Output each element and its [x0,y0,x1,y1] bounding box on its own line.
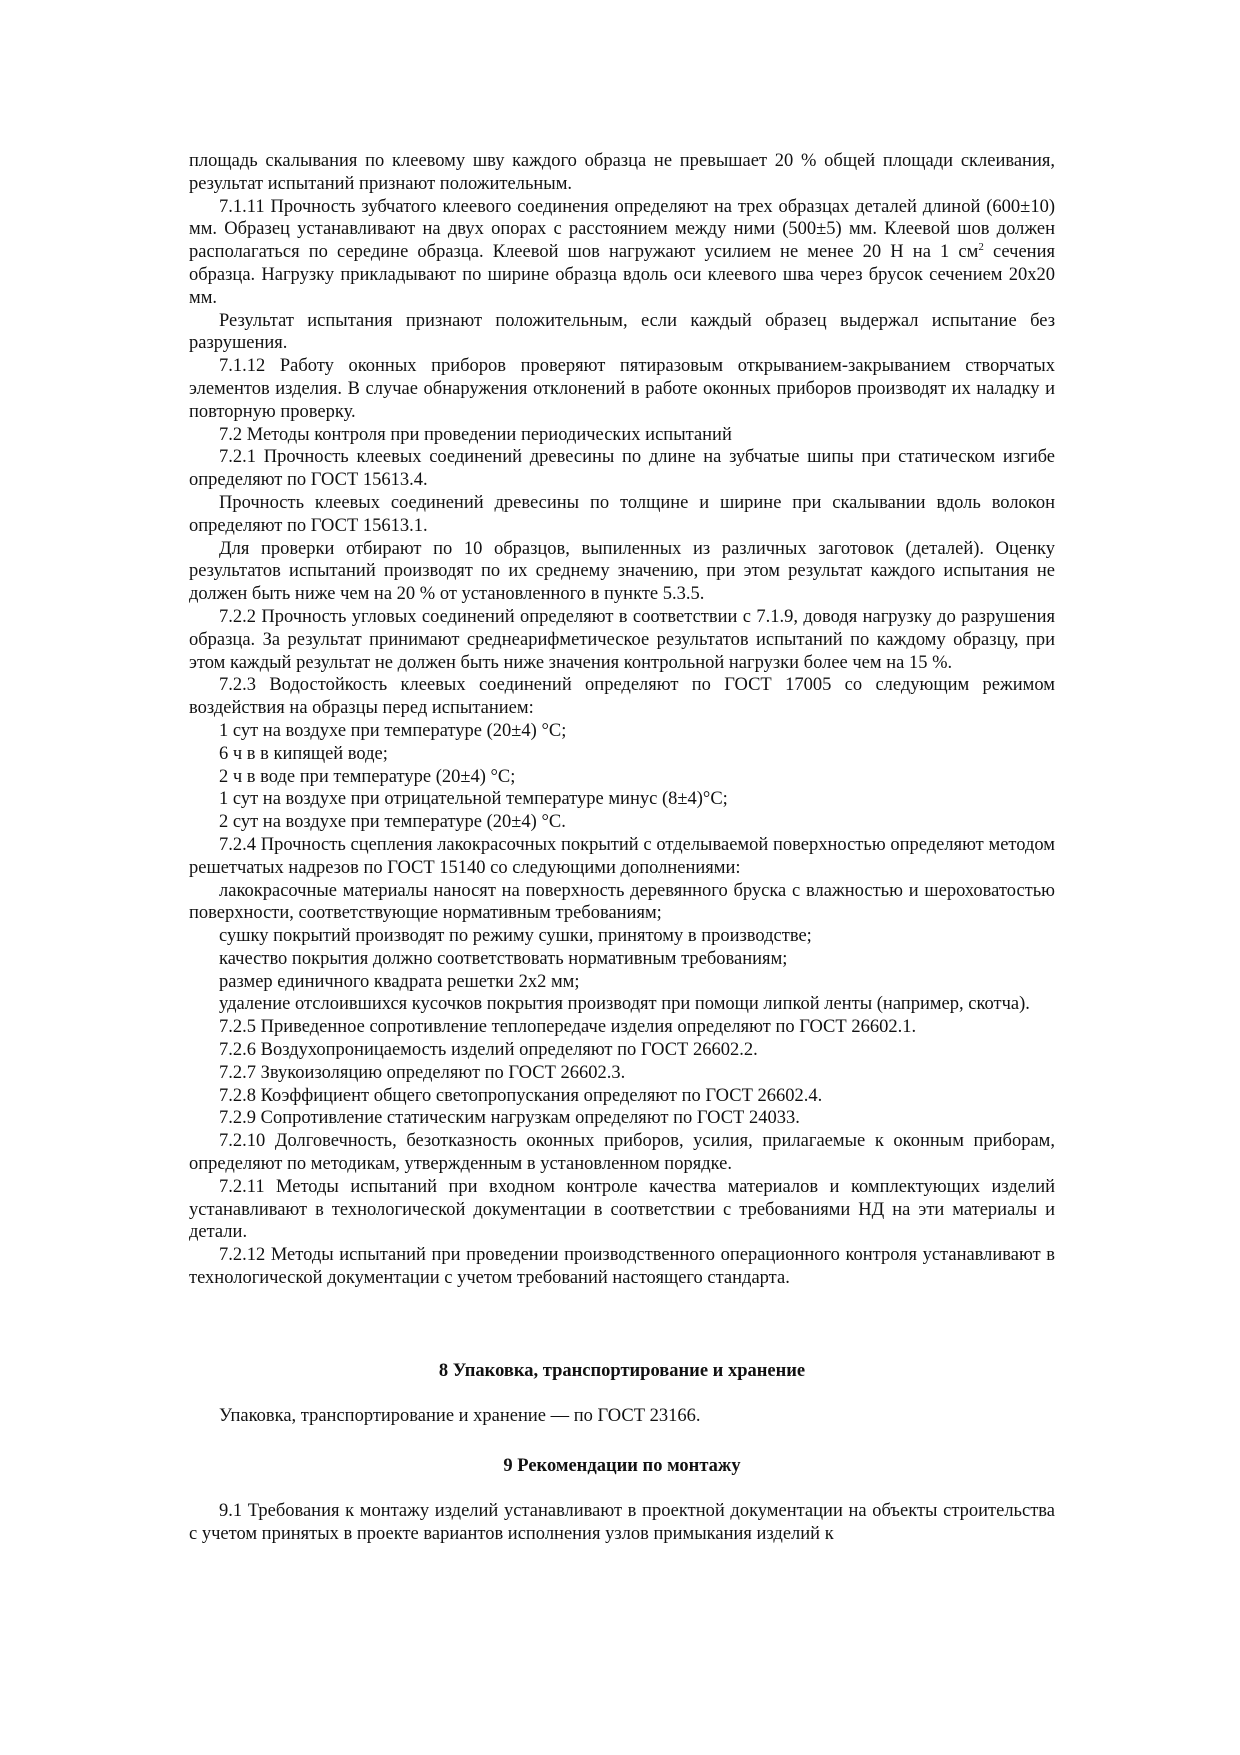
mode-item-4: 1 сут на воздухе при отрицательной температуре минус (8±4)°С; [219,789,728,810]
paragraph-7-2-3: 7.2.3 Водостойкость клеевых соединений определяют по ГОСТ 17005 со следующим режимом воздействия на образцы перед испытанием: [189,675,1055,719]
spacer [189,1478,1055,1500]
mode-item-1: 1 сут на воздухе при температуре (20±4) °С; [219,720,567,741]
addition-item-3: качество покрытия должно соответствовать нормативным требованиям; [219,948,788,969]
paragraph-7-2-1: 7.2.1 Прочность клеевых соединений древесины по длине на зубчатые шипы при статическом изгибе определяют по ГОСТ 15613.4. [189,447,1055,491]
paragraph-7-2: 7.2 Методы контроля при проведении периодических испытаний [219,424,732,445]
paragraph-result: Результат испытания признают положительным, если каждый образец выдержал испытание без разрушения. [189,310,1055,354]
addition-item-5: удаление отслоившихся кусочков покрытия производят при помощи липкой ленты (например, скотча). [219,994,1030,1015]
paragraph-7-2-11: 7.2.11 Методы испытаний при входном контроле качества материалов и комплектующих изделий устанавливают в технологической документации в соответствии с требованиями НД на эти материалы и детали. [189,1176,1055,1243]
paragraph-7-2-5: 7.2.5 Приведенное сопротивление теплопередаче изделия определяют по ГОСТ 26602.1. [219,1017,917,1038]
paragraph-7-2-7: 7.2.7 Звукоизоляцию определяют по ГОСТ 26602.3. [219,1062,626,1083]
section-8-text: Упаковка, транспортирование и хранение — по ГОСТ 23166. [219,1405,701,1426]
paragraph-7-2-1-c: Для проверки отбирают по 10 образцов, выпиленных из различных заготовок (деталей). Оценку результатов испытаний производят по их среднему значению, при этом результат каждого испытания не должен быть ниже чем на 20 % от установленного в пункте 5.3.5. [189,538,1055,605]
mode-item-3: 2 ч в воде при температуре (20±4) °С; [219,766,516,787]
superscript-2: 2 [978,241,984,254]
section-8-heading: 8 Упаковка, транспортирование и хранение [438,1360,806,1381]
mode-item-5: 2 сут на воздухе при температуре (20±4) °С. [219,812,566,833]
addition-item-1: лакокрасочные материалы наносят на поверхность деревянного бруска с влажностью и шероховатостью поверхности, соответствующие нормативным требованиям; [189,880,1055,924]
addition-item-2: сушку покрытий производят по режиму сушки, принятому в производстве; [219,926,812,947]
paragraph-7-2-10: 7.2.10 Долговечность, безотказность оконных приборов, усилия, прилагаемые к оконным приборам, определяют по методикам, утвержденным в установленном порядке. [189,1131,1055,1175]
document-page [189,150,1055,1546]
addition-item-4: размер единичного квадрата решетки 2х2 мм; [219,971,580,992]
paragraph-7-1-11-tail: сечения образца. Нагрузку прикладывают по ширине образца вдоль оси клеевого шва через брусок сечением 20х20 мм. [189,242,1055,308]
spacer [189,1427,1055,1455]
paragraph-7-2-12: 7.2.12 Методы испытаний при проведении производственного операционного контроля устанавливают в технологической документации с учетом требований настоящего стандарта. [189,1245,1055,1289]
spacer [189,1290,1055,1360]
paragraph-7-1-12: 7.1.12 Работу оконных приборов проверяют пятиразовым открыванием-закрыванием створчатых элементов изделия. В случае обнаружения отклонений в работе оконных приборов производят их наладку и повторную проверку. [189,356,1055,422]
paragraph-7-2-4: 7.2.4 Прочность сцепления лакокрасочных покрытий с отделываемой поверхностью определяют методом решетчатых надрезов по ГОСТ 15140 со следующими дополнениями: [189,834,1055,878]
spacer [189,1383,1055,1405]
mode-item-2: 6 ч в в кипящей воде; [219,743,388,764]
paragraph-7-1-11 [189,196,1055,310]
paragraph-7-2-1-b: Прочность клеевых соединений древесины по толщине и ширине при скалывании вдоль волокон определяют по ГОСТ 15613.1. [189,492,1055,536]
paragraph-7-2-2: 7.2.2 Прочность угловых соединений определяют в соответствии с 7.1.9, доводя нагрузку до разрушения образца. За результат принимают среднеарифметическое результатов испытаний по каждому образцу, при этом каждый результат не должен быть ниже значения контрольной нагрузки более чем на 15 %. [189,606,1055,673]
paragraph-9-1: 9.1 Требования к монтажу изделий устанавливают в проектной документации на объекты строительства с учетом принятых в проекте вариантов исполнения узлов примыкания изделий к [189,1501,1055,1545]
paragraph-continuation: площадь скалывания по клеевому шву каждого образца не превышает 20 % общей площади склеивания, результат испытаний признают положительным. [189,151,1055,194]
paragraph-7-2-8: 7.2.8 Коэффициент общего светопропускания определяют по ГОСТ 26602.4. [219,1085,823,1106]
paragraph-7-2-6: 7.2.6 Воздухопроницаемость изделий определяют по ГОСТ 26602.2. [219,1040,758,1061]
section-9-heading: 9 Рекомендации по монтажу [503,1456,741,1477]
paragraph-7-2-9: 7.2.9 Сопротивление статическим нагрузкам определяют по ГОСТ 24033. [219,1108,800,1129]
paragraph-7-1-11-text: 7.1.11 Прочность зубчатого клеевого соединения определяют на трех образцах деталей длиной (600±10) мм. Образец устанавливают на двух опорах с расстоянием между ними (500±5) мм. Клеевой шов должен располагаться по середине образца. Клеевой шов нагружают усилием не менее 20 Н на 1 см [189,196,1055,263]
